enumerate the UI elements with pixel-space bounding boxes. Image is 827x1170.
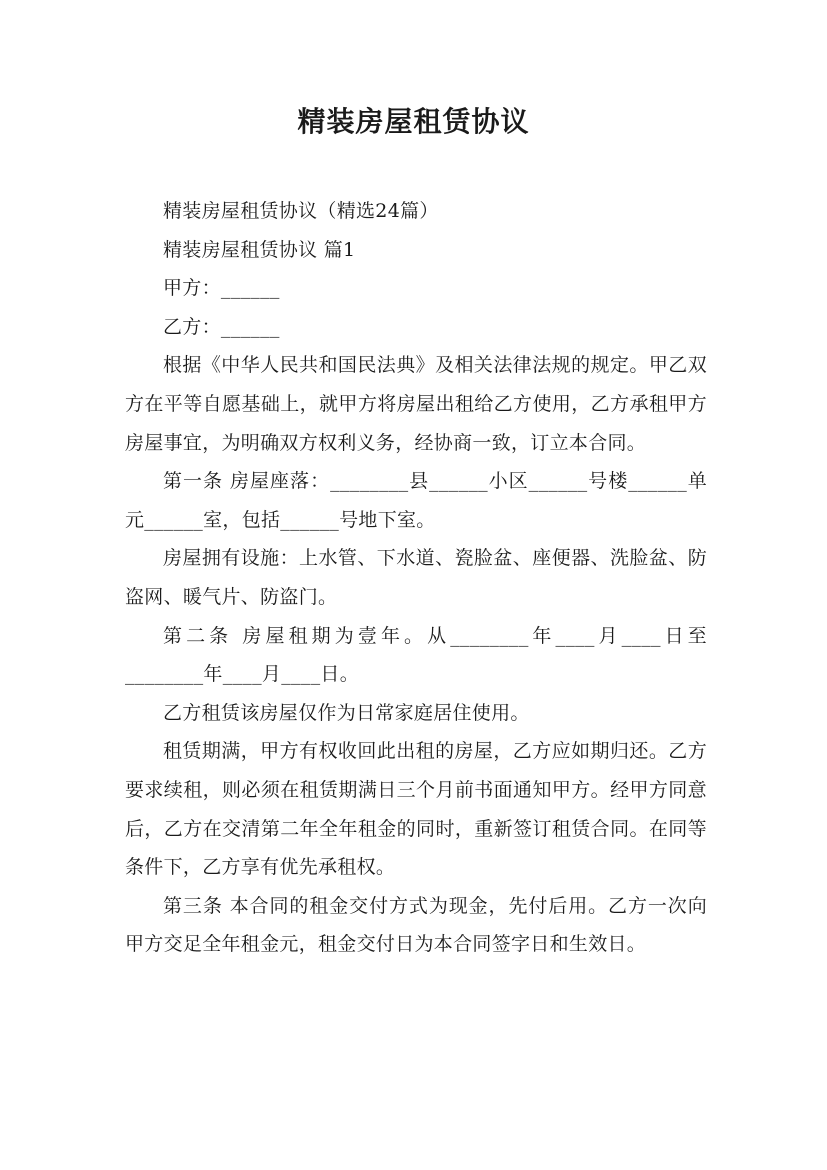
article-1-location-paragraph: 第一条 房屋座落：________县______小区______号楼______单元______室，包括______号地下室。 <box>125 470 707 531</box>
section-heading-paragraph: 精装房屋租赁协议 篇1 <box>163 238 356 261</box>
document-title: 精装房屋租赁协议 <box>297 105 530 138</box>
article-2-term-paragraph: 第二条 房屋租期为壹年。从________年____月____日至________年____月____日。 <box>125 624 707 686</box>
document-body <box>125 192 707 964</box>
subtitle-paragraph: 精装房屋租赁协议（精选24篇） <box>163 200 439 222</box>
party-b-line: 乙方：______ <box>163 315 280 338</box>
preamble-paragraph: 根据《中华人民共和国民法典》及相关法律法规的规定。甲乙双方在平等自愿基础上，就甲方将房屋出租给乙方使用，乙方承租甲方房屋事宜，为明确双方权利义务，经协商一致，订立本合同。 <box>125 354 707 454</box>
article-3-payment-paragraph: 第三条 本合同的租金交付方式为现金，先付后用。乙方一次向甲方交足全年租金元，租金交付日为本合同签字日和生效日。 <box>125 894 707 956</box>
usage-paragraph: 乙方租赁该房屋仅作为日常家庭居住使用。 <box>163 701 530 724</box>
facilities-paragraph: 房屋拥有设施：上水管、下水道、瓷脸盆、座便器、洗脸盆、防盗网、暖气片、防盗门。 <box>125 547 707 608</box>
renewal-paragraph: 租赁期满，甲方有权收回此出租的房屋，乙方应如期归还。乙方要求续租，则必须在租赁期满日三个月前书面通知甲方。经甲方同意后，乙方在交清第二年全年租金的同时，重新签订租赁合同。在同等条件下，乙方享有优先承租权。 <box>125 740 707 879</box>
party-a-line: 甲方：______ <box>163 277 280 300</box>
